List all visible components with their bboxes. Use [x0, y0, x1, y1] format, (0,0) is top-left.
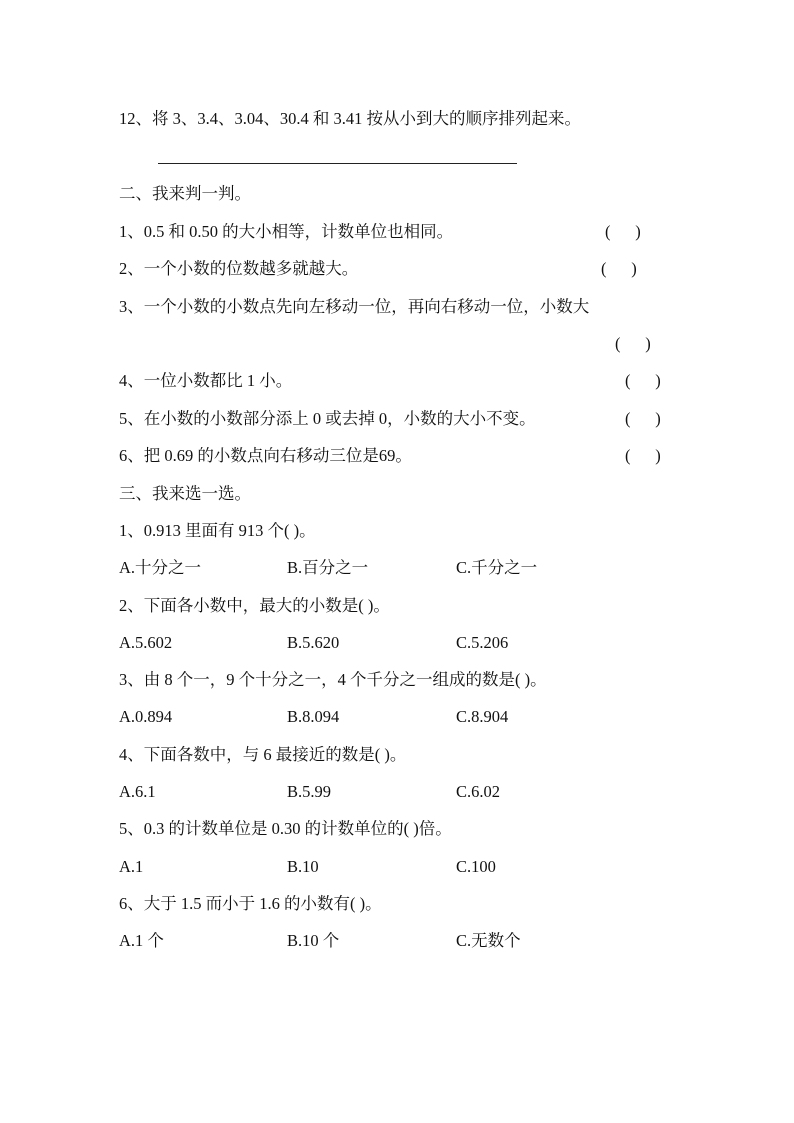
- judge-answer-paren-3: ( ): [615, 334, 651, 353]
- judge-item-4: 4、一位小数都比 1 小。: [119, 371, 293, 390]
- choice-2-option-b: B.5.620: [287, 633, 340, 652]
- judge-answer-paren-2: ( ): [601, 259, 637, 278]
- section-3-title: 三、我来选一选。: [119, 484, 251, 503]
- choice-6-option-c: C.无数个: [456, 931, 521, 950]
- choice-4-option-a: A.6.1: [119, 782, 156, 801]
- choice-question-1: 1、0.913 里面有 913 个( )。: [119, 521, 316, 540]
- question-12: 12、将 3、3.4、3.04、30.4 和 3.41 按从小到大的顺序排列起来。: [119, 109, 581, 128]
- judge-answer-paren-1: ( ): [605, 222, 641, 241]
- choice-6-option-b: B.10 个: [287, 931, 340, 950]
- judge-item-6: 6、把 0.69 的小数点向右移动三位是69。: [119, 446, 412, 465]
- choice-1-option-a: A.十分之一: [119, 558, 202, 577]
- judge-item-1: 1、0.5 和 0.50 的大小相等，计数单位也相同。: [119, 222, 454, 241]
- choice-3-option-a: A.0.894: [119, 707, 173, 726]
- choice-3-option-b: B.8.094: [287, 707, 340, 726]
- judge-answer-paren-6: ( ): [625, 446, 661, 465]
- choice-1-option-c: C.千分之一: [456, 558, 538, 577]
- judge-item-3: 3、一个小数的小数点先向左移动一位，再向右移动一位，小数大: [119, 297, 590, 316]
- judge-item-5: 5、在小数的小数部分添上 0 或去掉 0，小数的大小不变。: [119, 409, 536, 428]
- judge-item-2: 2、一个小数的位数越多就越大。: [119, 259, 359, 278]
- choice-2-option-a: A.5.602: [119, 633, 173, 652]
- judge-answer-paren-5: ( ): [625, 409, 661, 428]
- answer-blank-line: [158, 163, 517, 164]
- choice-2-option-c: C.5.206: [456, 633, 509, 652]
- choice-5-option-b: B.10: [287, 857, 319, 876]
- choice-3-option-c: C.8.904: [456, 707, 509, 726]
- section-2-title: 二、我来判一判。: [119, 184, 251, 203]
- choice-question-2: 2、下面各小数中，最大的小数是( )。: [119, 596, 390, 615]
- choice-4-option-b: B.5.99: [287, 782, 332, 801]
- choice-5-option-a: A.1: [119, 857, 144, 876]
- choice-question-4: 4、下面各数中，与 6 最接近的数是( )。: [119, 745, 407, 764]
- choice-6-option-a: A.1 个: [119, 931, 164, 950]
- choice-question-6: 6、大于 1.5 而小于 1.6 的小数有( )。: [119, 894, 382, 913]
- choice-4-option-c: C.6.02: [456, 782, 501, 801]
- judge-answer-paren-4: ( ): [625, 371, 661, 390]
- choice-5-option-c: C.100: [456, 857, 496, 876]
- choice-question-3: 3、由 8 个一，9 个十分之一，4 个千分之一组成的数是( )。: [119, 670, 547, 689]
- choice-1-option-b: B.百分之一: [287, 558, 369, 577]
- choice-question-5: 5、0.3 的计数单位是 0.30 的计数单位的( )倍。: [119, 819, 452, 838]
